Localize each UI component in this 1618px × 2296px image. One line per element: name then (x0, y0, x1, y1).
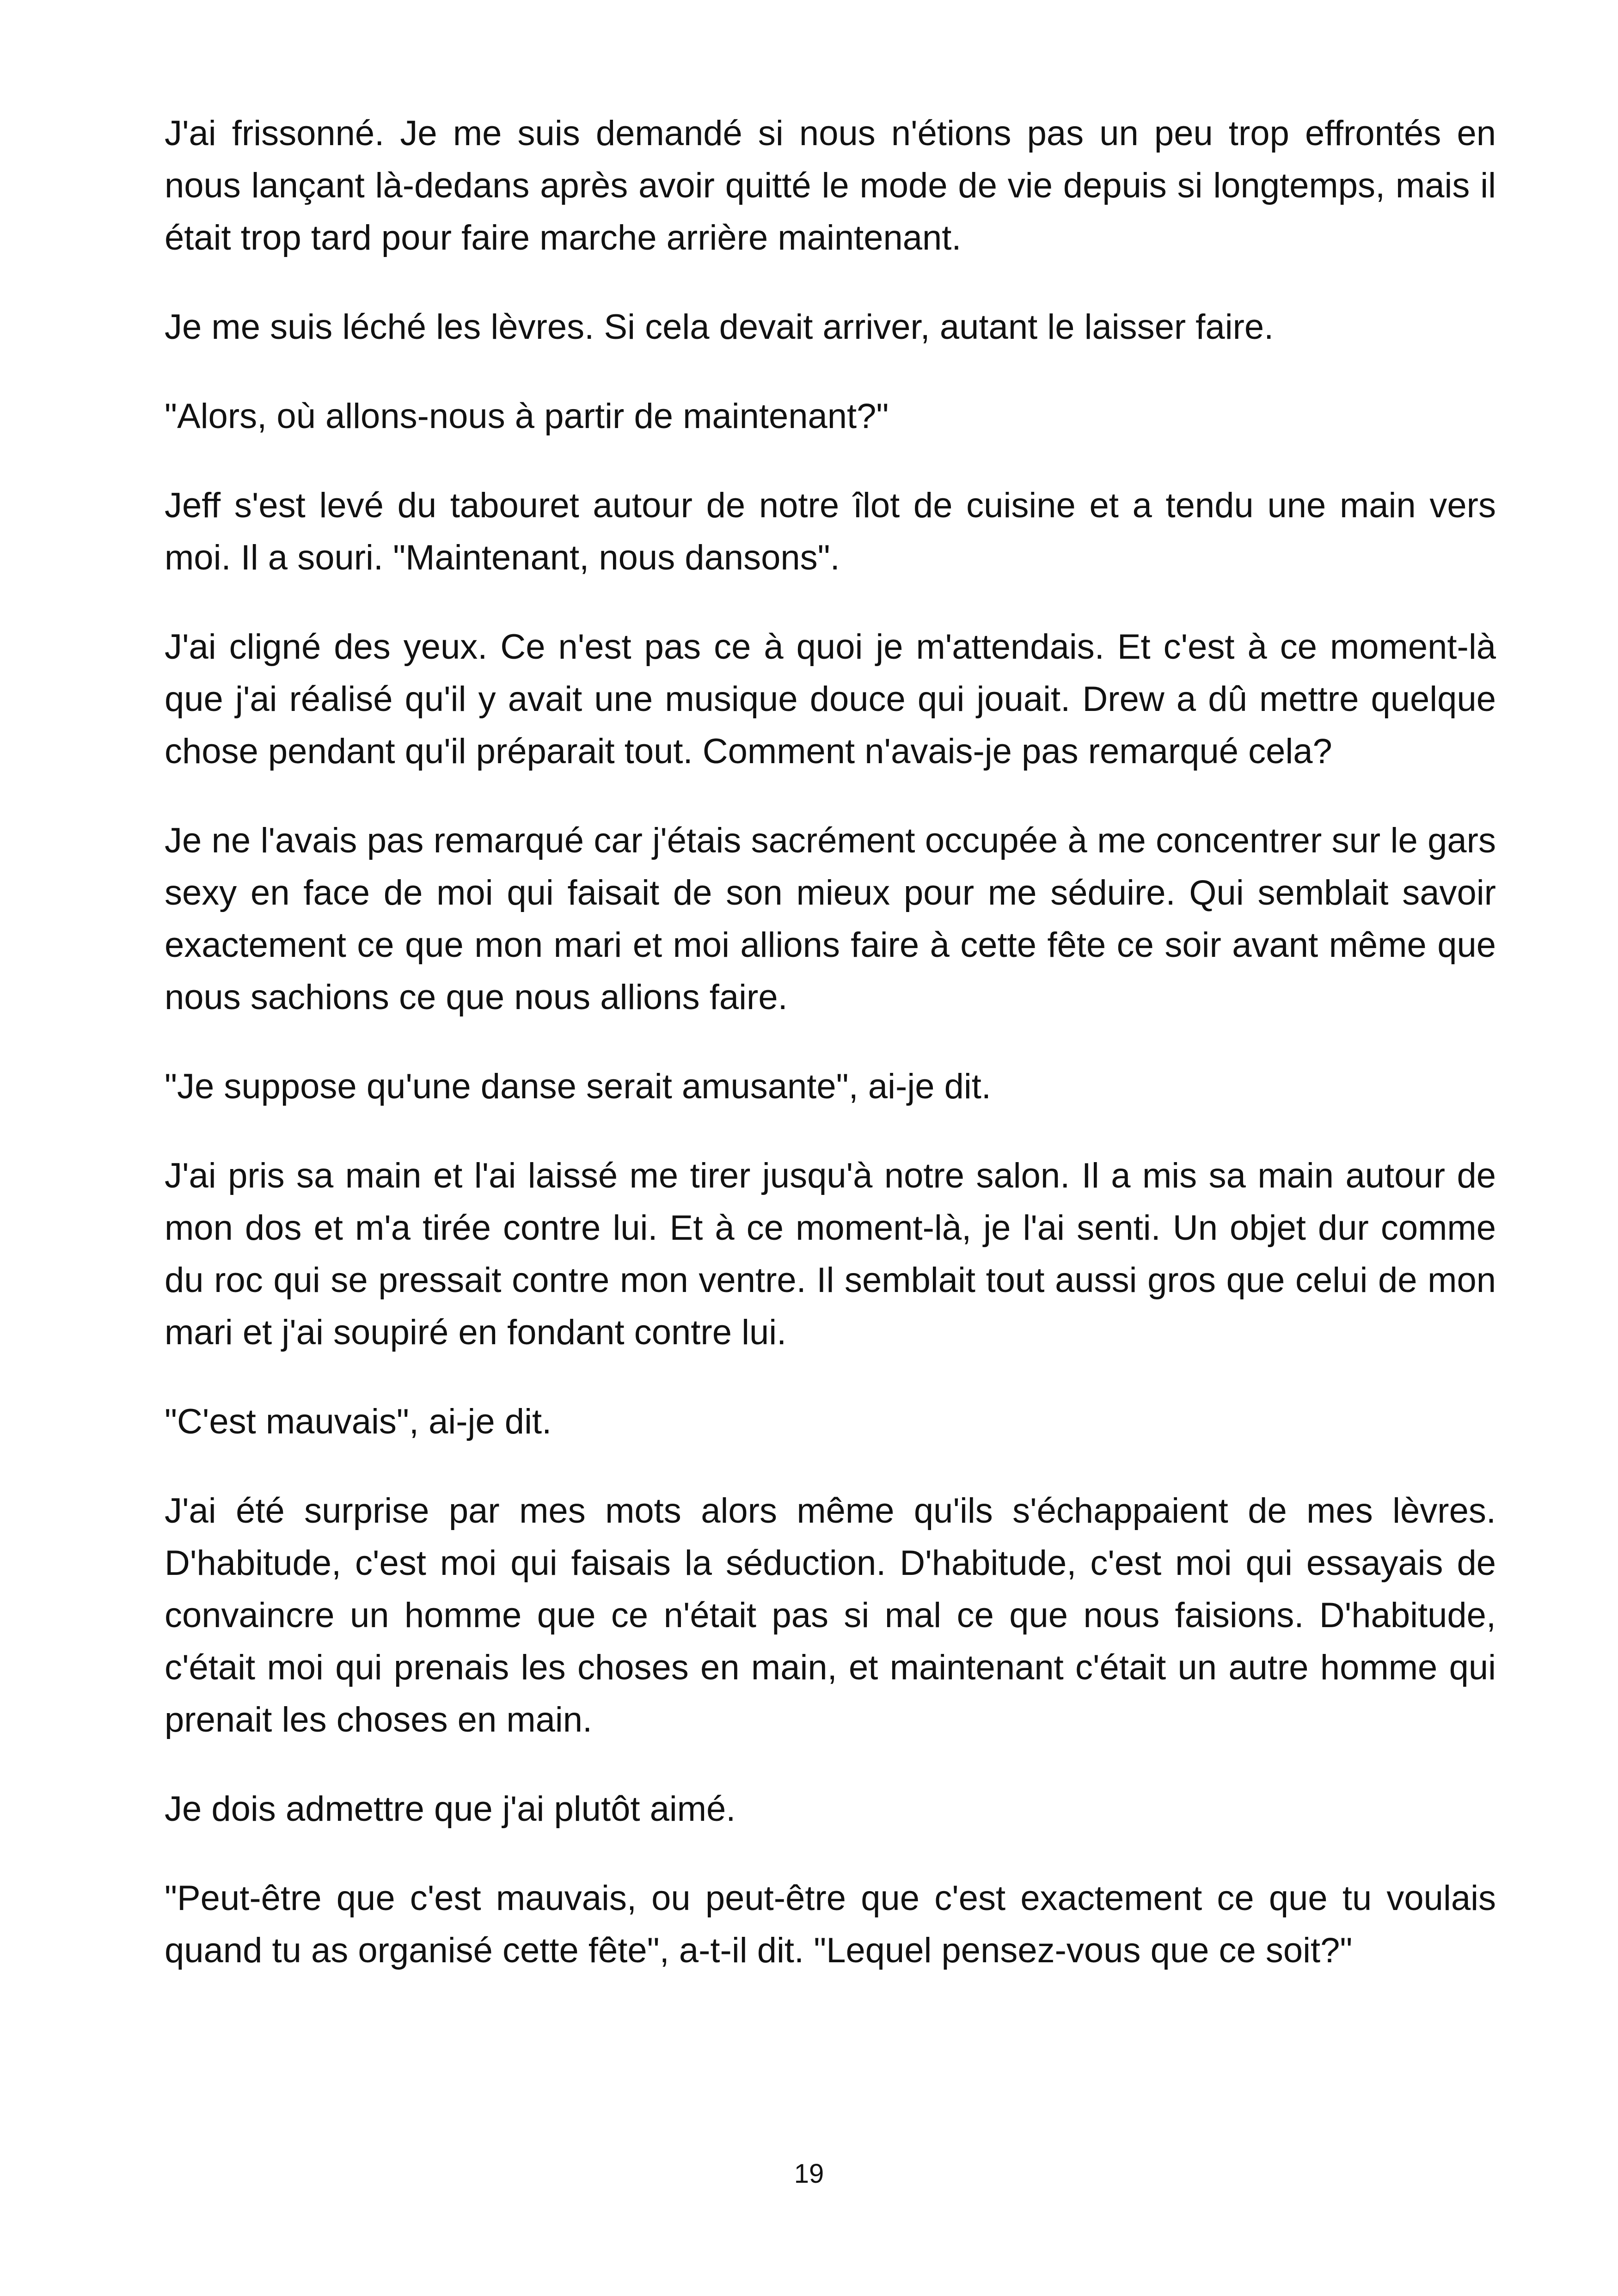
page-number: 19 (794, 2159, 824, 2189)
paragraph: Je ne l'avais pas remarqué car j'étais sacrément occupée à me concentrer sur le gars sexy en face de moi qui faisait de son mieux pour me séduire. Qui semblait savoir exactement ce que mon mari et moi allions faire à cette fête ce soir avant même que nous sachions ce que nous allions faire. (165, 821, 1496, 1017)
paragraph: J'ai pris sa main et l'ai laissé me tirer jusqu'à notre salon. Il a mis sa main autour de mon dos et m'a tirée contre lui. Et à ce moment-là, je l'ai senti. Un objet dur comme du roc qui se pressait contre mon ventre. Il semblait tout aussi gros que celui de mon mari et j'ai soupiré en fondant contre lui. (165, 1156, 1496, 1352)
paragraph: Je me suis léché les lèvres. Si cela devait arriver, autant le laisser faire. (165, 307, 1274, 347)
paragraph: Jeff s'est levé du tabouret autour de notre îlot de cuisine et a tendu une main vers moi. Il a souri. "Maintenant, nous dansons". (165, 486, 1496, 577)
paragraph: J'ai été surprise par mes mots alors même qu'ils s'échappaient de mes lèvres. D'habitude, c'est moi qui faisais la séduction. D'habitude, c'est moi qui essayais de convaincre un homme que ce n'était pas si mal ce que nous faisions. D'habitude, c'était moi qui prenais les choses en main, et maintenant c'était un autre homme qui prenait les choses en main. (165, 1491, 1496, 1739)
paragraph: J'ai cligné des yeux. Ce n'est pas ce à quoi je m'attendais. Et c'est à ce moment-là que j'ai réalisé qu'il y avait une musique douce qui jouait. Drew a dû mettre quelque chose pendant qu'il préparait tout. Comment n'avais-je pas remarqué cela? (165, 627, 1496, 771)
paragraph: J'ai frissonné. Je me suis demandé si nous n'étions pas un peu trop effrontés en nous lançant là-dedans après avoir quitté le mode de vie depuis si longtemps, mais il était trop tard pour faire marche arrière maintenant. (165, 114, 1496, 257)
body-text (165, 107, 1496, 2014)
paragraph: "Peut-être que c'est mauvais, ou peut-être que c'est exactement ce que tu voulais quand tu as organisé cette fête", a-t-il dit. "Lequel pensez-vous que ce soit?" (165, 1879, 1496, 1970)
paragraph: "Alors, où allons-nous à partir de maintenant?" (165, 397, 889, 436)
paragraph: "Je suppose qu'une danse serait amusante", ai-je dit. (165, 1067, 992, 1106)
paragraph: Je dois admettre que j'ai plutôt aimé. (165, 1789, 736, 1829)
paragraph: "C'est mauvais", ai-je dit. (165, 1402, 552, 1441)
